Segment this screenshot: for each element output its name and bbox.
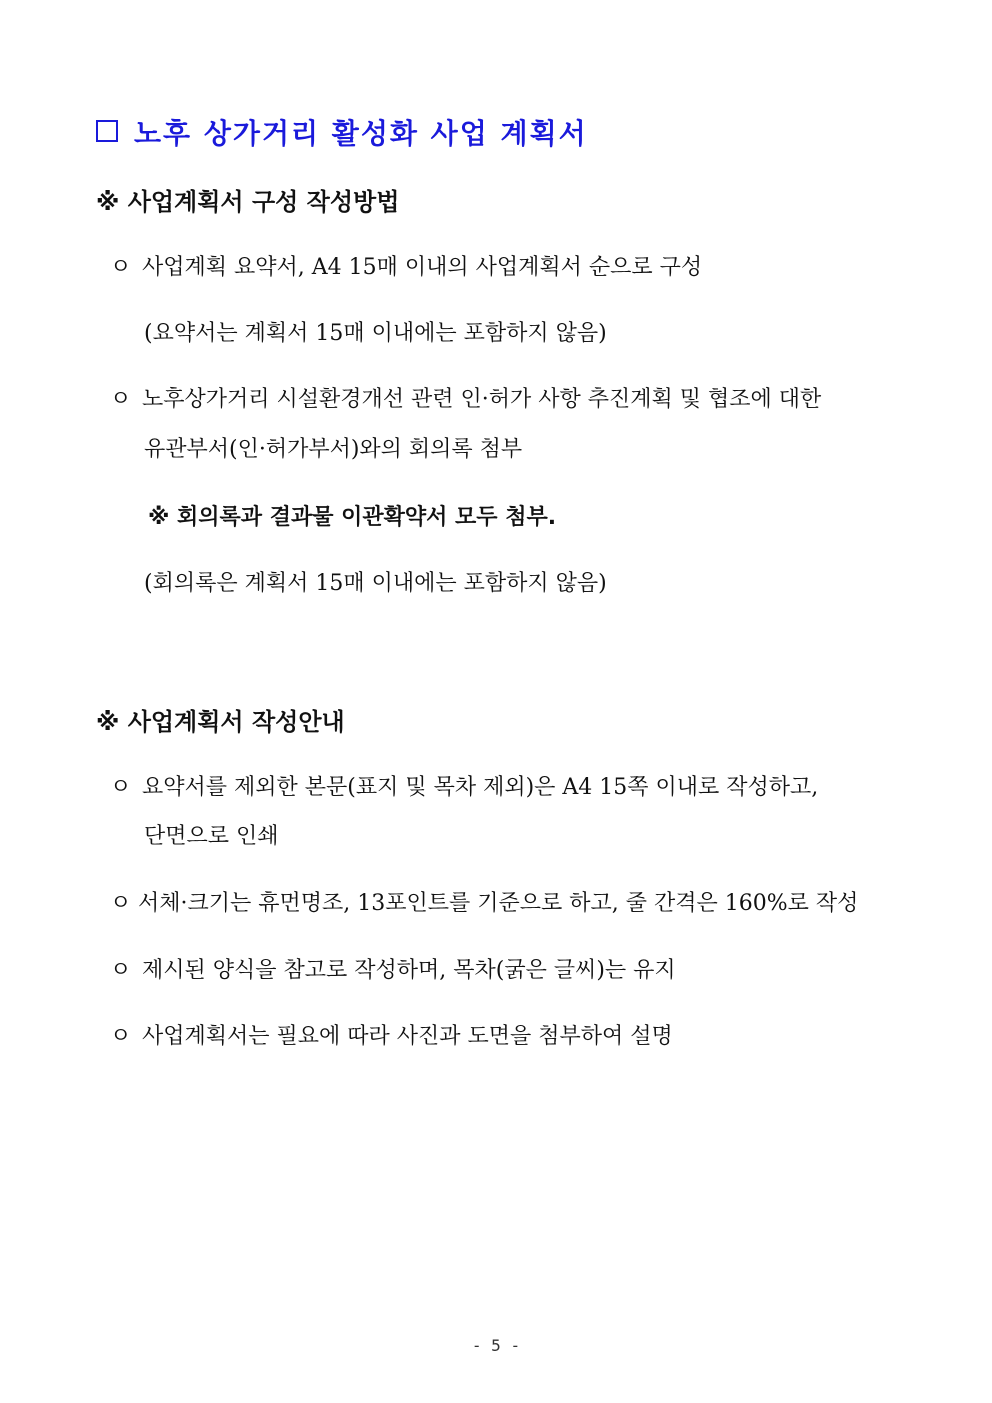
page-number: - 5 -: [471, 1336, 521, 1355]
list-item-text: 서체·크기는 휴먼명조, 13포인트를 기준으로 하고, 줄 간격은 160%로 작성: [138, 891, 859, 916]
list-item-text: (요약서는 계획서 15매 이내에는 포함하지 않음): [144, 321, 607, 346]
bullet-icon: ㅇ: [110, 255, 132, 280]
bullet-icon: ㅇ: [110, 891, 132, 916]
list-item-text: 사업계획서는 필요에 따라 사진과 도면을 첨부하여 설명: [142, 1024, 673, 1049]
section-heading-guide: ※ 사업계획서 작성안내: [96, 708, 345, 736]
list-item-text: 제시된 양식을 참고로 작성하며, 목차(굵은 글씨)는 유지: [142, 958, 676, 983]
list-item-text: 노후상가거리 시설환경개선 관련 인·허가 사항 추진계획 및 협조에 대한: [142, 387, 822, 412]
note-text: ※ 회의록과 결과물 이관확약서 모두 첨부.: [148, 505, 557, 530]
bullet-icon: ㅇ: [110, 775, 132, 800]
section-heading-composition: ※ 사업계획서 구성 작성방법: [96, 188, 400, 216]
list-item-text: 단면으로 인쇄: [144, 824, 279, 849]
document-title: [96, 112, 588, 152]
list-item-text: (회의록은 계획서 15매 이내에는 포함하지 않음): [144, 571, 607, 596]
checkbox-square-icon: [96, 120, 118, 142]
document-title-text: 노후 상가거리 활성화 사업 계획서: [134, 117, 588, 150]
list-item-text: 요약서를 제외한 본문(표지 및 목차 제외)은 A4 15쪽 이내로 작성하고,: [142, 775, 819, 800]
bullet-icon: ㅇ: [110, 387, 132, 412]
list-item-text: 사업계획 요약서, A4 15매 이내의 사업계획서 순으로 구성: [142, 255, 703, 280]
list-item-text: 유관부서(인·허가부서)와의 회의록 첨부: [144, 437, 523, 462]
bullet-icon: ㅇ: [110, 1024, 132, 1049]
bullet-icon: ㅇ: [110, 958, 132, 983]
